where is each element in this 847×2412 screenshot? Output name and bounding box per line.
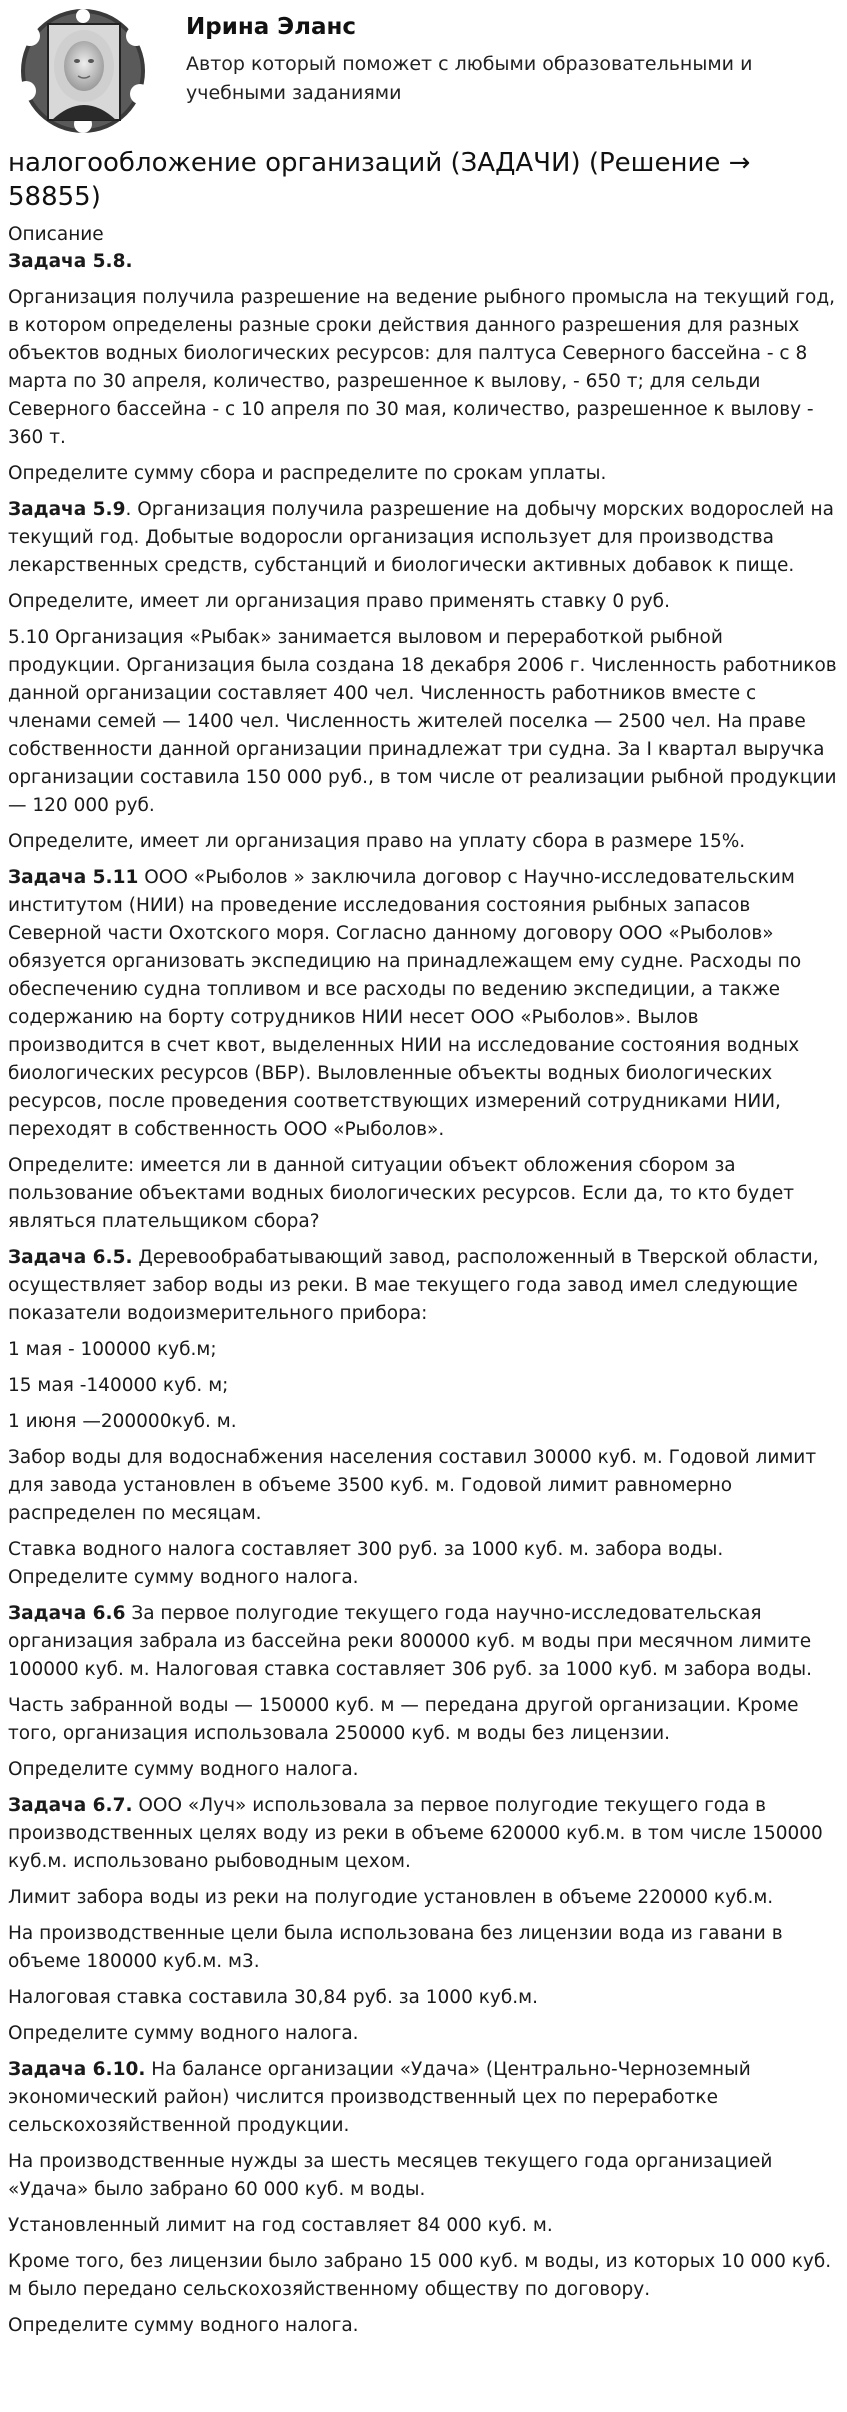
paragraph: Лимит забора воды из реки на полугодие установлен в объеме 220000 куб.м.	[8, 1887, 774, 1908]
paragraph: Определите: имеется ли в данной ситуации объект обложения сбором за пользование объектами водных биологических ресурсов. Если да, то кто будет являться плательщиком сбора?	[8, 1155, 794, 1232]
task-heading: Задача 6.5.	[8, 1247, 133, 1268]
author-avatar[interactable]	[8, 6, 158, 136]
paragraph: Забор воды для водоснабжения населения составил 30000 куб. м. Годовой лимит для завода установлен в объеме 3500 куб. м. Годовой лимит равномерно распределен по месяцам.	[8, 1447, 817, 1524]
task-heading: Задача 6.7.	[8, 1795, 133, 1816]
paragraph: Задача 6.6 За первое полугодие текущего года научно-исследовательская организация забрала из бассейна реки 800000 куб. м воды при месячном лимите 100000 куб. м. Налоговая ставка составляет 306 руб. за 1000 куб. м забора воды.	[8, 1603, 813, 1680]
paragraph: Налоговая ставка составила 30,84 руб. за 1000 куб.м.	[8, 1987, 538, 2008]
paragraph: На производственные нужды за шесть месяцев текущего года организацией «Удача» было забрано 60 000 куб. м воды.	[8, 2151, 773, 2200]
paragraph: 5.10 Организация «Рыбак» занимается выловом и переработкой рыбной продукции. Организация была создана 18 декабря 2006 г. Численность работников данной организации составляет 400 чел. Численность работников вместе с членами семей — 1400 чел. Численность жителей поселка — 2500 чел. На праве собственности данной организации принадлежат три судна. За I квартал выручка организации составила 150 000 руб., в том числе от реализации рыбной продукции — 120 000 руб.	[8, 627, 837, 816]
paragraph: Определите сумму сбора и распределите по срокам уплаты.	[8, 463, 607, 484]
paragraph: На производственные цели была использована без лицензии вода из гавани в объеме 180000 куб.м. м3.	[8, 1923, 783, 1972]
paragraph: Определите сумму водного налога.	[8, 2023, 359, 2044]
task-heading: Задача 6.6	[8, 1603, 126, 1624]
document-content	[0, 146, 847, 2340]
description-label: Описание	[8, 224, 104, 245]
paragraph: Задача 5.11 ООО «Рыболов » заключила договор с Научно-исследовательским институтом (НИИ) на проведение исследования состояния рыбных запасов Северной части Охотского моря. Согласно данному договору ООО «Рыболов» обязуется организовать экспедицию на принадлежащем ему судне. Расходы по обеспечению судна топливом и все расходы по ведению экспедиции, а также содержанию на борту сотрудников НИИ несет ООО «Рыболов». Вылов производится в счет квот, выделенных НИИ на исследование состояния водных биологических ресурсов (ВБР). Выловленные объекты водных биологических ресурсов, после проведения соответствующих измерений сотрудниками НИИ, переходят в собственность ООО «Рыболов».	[8, 867, 802, 1140]
paragraph: Определите сумму водного налога.	[8, 2315, 359, 2336]
paragraph: Установленный лимит на год составляет 84 000 куб. м.	[8, 2215, 553, 2236]
paragraph: 1 мая - 100000 куб.м;	[8, 1339, 217, 1360]
paragraph: Организация получила разрешение на ведение рыбного промысла на текущий год, в котором определены разные сроки действия данного разрешения для разных объектов водных биологических ресурсов: для палтуса Северного бассейна - с 8 марта по 30 апреля, количество, разрешенное к вылову, - 650 т; для сельди Северного бассейна - с 10 апреля по 30 мая, количество, разрешенное к вылову - 360 т.	[8, 287, 836, 448]
paragraph: Задача 6.5. Деревообрабатывающий завод, расположенный в Тверской области, осуществляет забор воды из реки. В мае текущего года завод имел следующие показатели водоизмерительного прибора:	[8, 1247, 819, 1324]
paragraph: 1 июня —200000куб. м.	[8, 1411, 237, 1432]
paragraph: Кроме того, без лицензии было забрано 15 000 куб. м воды, из которых 10 000 куб. м было передано сельскохозяйственному обществу по договору.	[8, 2251, 832, 2300]
task-heading: Задача 5.11	[8, 867, 139, 888]
task-heading-5-8: Задача 5.8.	[8, 251, 133, 272]
paragraph: Задача 6.7. ООО «Луч» использовала за первое полугодие текущего года в производственных целях воду из реки в объеме 620000 куб.м. в том числе 150000 куб.м. использовано рыбоводным цехом.	[8, 1795, 823, 1872]
author-block	[0, 0, 847, 140]
task-heading: Задача 5.9	[8, 499, 126, 520]
paragraph: Задача 6.10. На балансе организации «Удача» (Центрально-Черноземный экономический район) числится производственный цех по переработке сельскохозяйственной продукции.	[8, 2059, 751, 2136]
document-title: налогообложение организаций (ЗАДАЧИ) (Решение → 58855)	[8, 148, 751, 212]
paragraph: 15 мая -140000 куб. м;	[8, 1375, 229, 1396]
paragraph: Ставка водного налога составляет 300 руб. за 1000 куб. м. забора воды. Определите сумму водного налога.	[8, 1539, 724, 1588]
author-description: Автор который поможет с любыми образовательными и учебными заданиями	[186, 53, 753, 104]
paragraph: Часть забранной воды — 150000 куб. м — передана другой организации. Кроме того, организация использовала 250000 куб. м воды без лицензии.	[8, 1695, 799, 1744]
task-heading: Задача 6.10.	[8, 2059, 146, 2080]
author-name[interactable]: Ирина Эланс	[186, 14, 357, 40]
paragraph: Определите, имеет ли организация право применять ставку 0 руб.	[8, 591, 670, 612]
paragraph: Задача 5.9. Организация получила разрешение на добычу морских водорослей на текущий год. Добытые водоросли организация использует для производства лекарственных средств, субстанций и биологически активных добавок к пище.	[8, 499, 834, 576]
paragraph: Определите, имеет ли организация право на уплату сбора в размере 15%.	[8, 831, 746, 852]
paragraph: Определите сумму водного налога.	[8, 1759, 359, 1780]
